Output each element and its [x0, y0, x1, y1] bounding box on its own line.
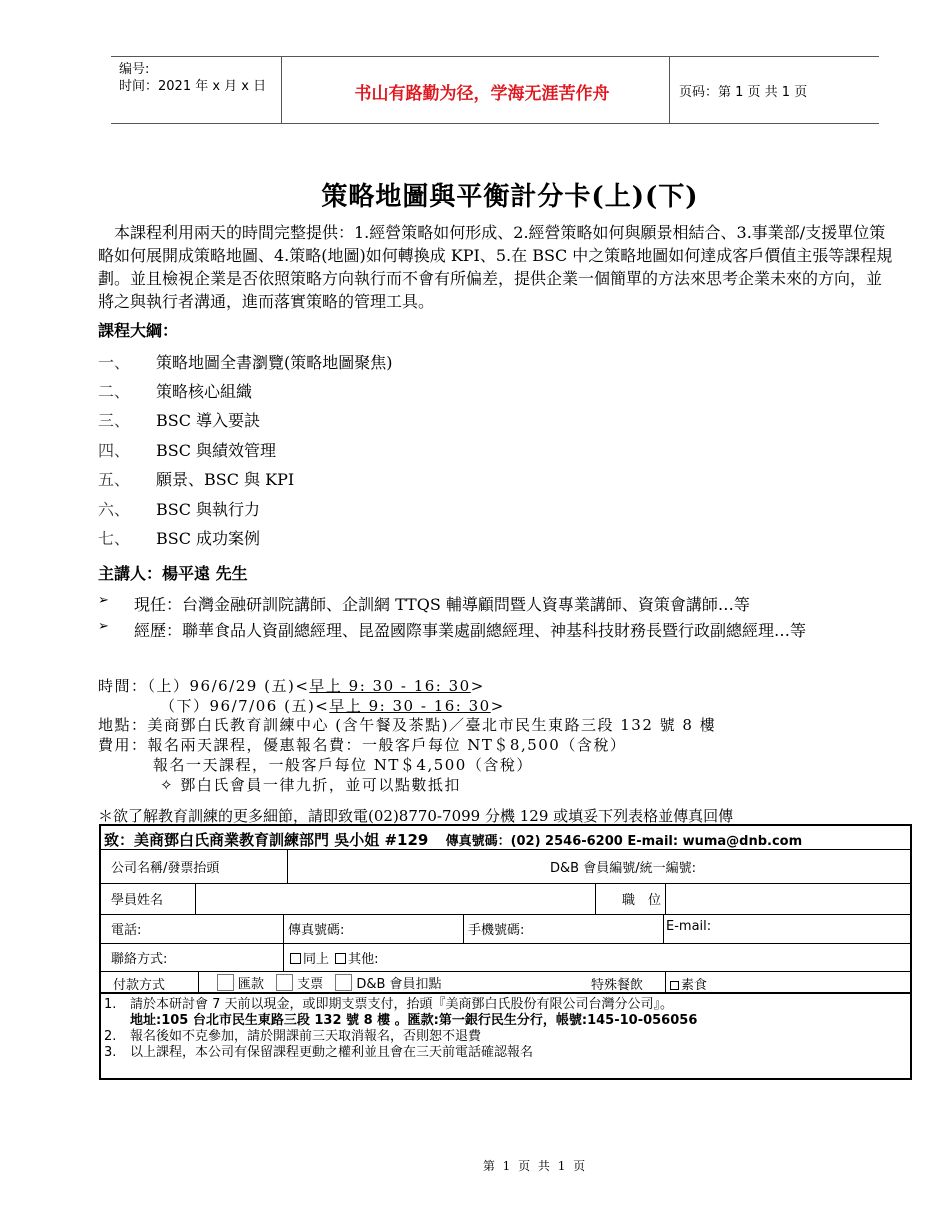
vegetarian-label: 素食 — [681, 978, 708, 993]
outline-item: 六、 BSC 與執行力 — [98, 500, 261, 519]
remit-label: 匯款 — [238, 977, 265, 992]
outline-item: 四、 BSC 與績效管理 — [98, 441, 277, 460]
form-row-phone — [101, 914, 910, 944]
check-checkbox[interactable] — [276, 974, 293, 991]
intro-paragraph: 本課程利用兩天的時間完整提供：1.經營策略如何形成、2.經營策略如何與願景相結合、3.事業部/支援單位策略如何展開成策略地圖、4.策略(地圖)如何轉換成 KPI、5.在 BSC 中之策略地圖如何達成客戶價值主張等課程規劃。並且檢視企業是否依照策略方向執行而不會有所偏差，提供企業一個簡單的方法來思考企業未來的方向，並將之與執行者溝通，進而落實策略的管理工具。 — [98, 223, 893, 311]
form-row-company — [101, 849, 910, 884]
registration-form — [99, 824, 912, 1080]
position-label-cell — [595, 884, 666, 915]
email-field[interactable] — [663, 915, 911, 944]
form-row-student — [101, 883, 910, 915]
points-checkbox[interactable] — [335, 974, 352, 991]
arrow-bullet-icon: ➢ — [98, 593, 109, 608]
position-field[interactable] — [665, 884, 911, 915]
term-item: 2. 報名後如不克參加，請於開課前三天取消報名，否則恕不退費 — [104, 1029, 482, 1044]
outline-heading: 課程大綱： — [98, 321, 179, 340]
same-checkbox[interactable] — [290, 953, 301, 964]
remit-checkbox[interactable] — [217, 974, 234, 991]
contact-label: 聯絡方式: — [111, 952, 168, 967]
same-label: 同上 — [303, 952, 330, 967]
fax-label: 傳真號碼: — [288, 923, 345, 938]
member-number-label: D&B 會員編號/統一編號: — [550, 861, 696, 876]
header-meta — [119, 61, 266, 95]
mobile-field[interactable] — [463, 915, 664, 944]
payment-options — [198, 972, 569, 993]
other-checkbox[interactable] — [335, 953, 346, 964]
payment-address: 地址:105 台北市民生東路三段 132 號 8 樓 。匯款:第一銀行民生分行，帳號:145-10-056056 — [130, 1013, 698, 1028]
vegetarian-checkbox[interactable] — [670, 981, 679, 990]
company-field[interactable] — [287, 850, 911, 884]
contact-note: ＊欲了解教育訓練的更多細節，請即致電(02)8770-7099 分機 129 或填妥下列表格並傳真回傳 — [98, 807, 734, 825]
email-label: E-mail: — [666, 919, 712, 934]
schedule-session-2: （下）96/7/06 (五)<早上 9: 30 - 16: 30> — [160, 697, 505, 715]
form-recipient: 致：美商鄧白氏商業教育訓練部門 吳小姐 #129 傳真號碼：(02) 2546-6200 E-mail: wuma@dnb.com — [104, 831, 803, 849]
fax-field[interactable] — [283, 915, 464, 944]
other-label: 其他: — [348, 952, 379, 967]
outline-item: 三、 BSC 導入要訣 — [98, 411, 261, 430]
payment-label: 付款方式 — [113, 978, 166, 993]
outline-item: 五、 願景、BSC 與 KPI — [98, 470, 295, 489]
phone-label: 電話: — [111, 923, 142, 938]
form-row-payment — [101, 971, 910, 993]
header-page-number: 页码：第 1 页 共 1 页 — [679, 85, 808, 100]
document-date: 时间：2021 年 x 月 x 日 — [119, 79, 267, 94]
speaker-heading: 主講人：楊平遠 先生 — [98, 564, 248, 583]
contact-field — [283, 944, 911, 972]
outline-item: 二、 策略核心組織 — [98, 382, 253, 401]
schedule-session-1: 時間：（上）96/6/29 (五)<早上 9: 30 - 16: 30> — [98, 677, 485, 695]
outline-item: 七、 BSC 成功案例 — [98, 529, 261, 548]
term-item: 1. 請於本研討會 7 天前以現金，或即期支票支付，抬頭『美商鄧白氏股份有限公司台灣分公司』。 — [104, 997, 674, 1012]
header-motto: 书山有路勤为径，学海无涯苦作舟 — [354, 84, 610, 104]
meal-label: 特殊餐飲 — [591, 978, 644, 993]
page-footer: 第 1 页 共 1 页 — [482, 1159, 588, 1173]
student-name-field[interactable] — [195, 884, 596, 915]
check-label: 支票 — [297, 977, 324, 992]
form-terms — [101, 992, 910, 1080]
meal-field — [665, 972, 911, 993]
outline-item: 一、 策略地圖全書瀏覽(策略地圖聚焦) — [98, 353, 393, 372]
points-label: D&B 會員扣點 — [356, 977, 442, 992]
student-name-label: 學員姓名 — [111, 893, 164, 908]
header-divider — [281, 57, 282, 123]
schedule-discount: ✧ 鄧白氏會員一律九折，並可以點數抵扣 — [160, 776, 461, 794]
mobile-label: 手機號碼: — [468, 923, 525, 938]
company-label: 公司名稱/發票抬頭 — [111, 861, 220, 876]
position-label: 職 位 — [622, 893, 662, 908]
form-row-contact — [101, 943, 910, 972]
document-title: 策略地圖與平衡計分卡(上)(下) — [321, 182, 699, 212]
document-number: 编号: — [119, 62, 150, 77]
term-item: 3. 以上課程，本公司有保留課程更動之權利並且會在三天前電話確認報名 — [104, 1045, 534, 1060]
terms-list — [104, 997, 697, 1061]
schedule-place: 地點：美商鄧白氏教育訓練中心 (含午餐及茶點)／臺北市民生東路三段 132 號 8 樓 — [98, 716, 717, 734]
schedule-fee: 報名一天課程，一般客戶每位 NT＄4,500（含稅） — [153, 756, 533, 774]
schedule-fee: 費用：報名兩天課程，優惠報名費：一般客戶每位 NT＄8,500（含稅） — [98, 736, 627, 754]
arrow-bullet-icon: ➢ — [98, 619, 109, 634]
page-header — [111, 56, 879, 124]
